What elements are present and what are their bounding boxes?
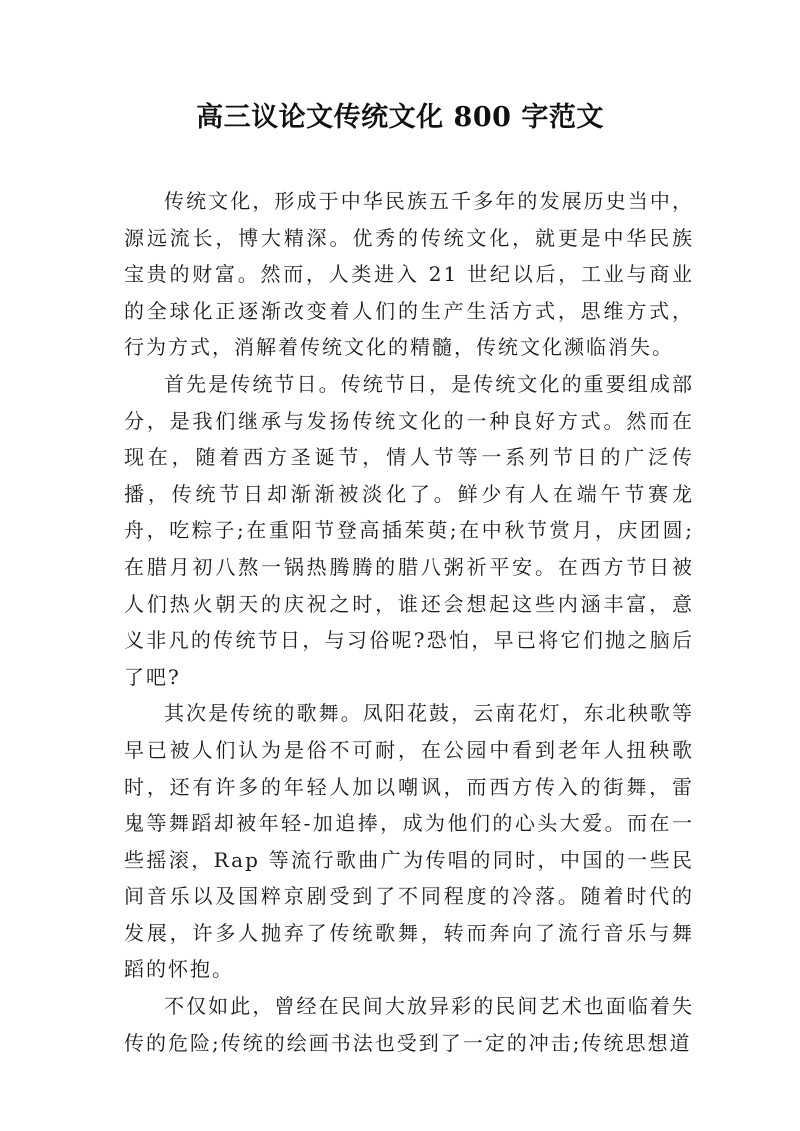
document-body — [124, 183, 694, 1061]
paragraph-1: 传统文化，形成于中华民族五千多年的发展历史当中，源远流长，博大精深。优秀的传统文化，就更是中华民族宝贵的财富。然而，人类进入 21 世纪以后，工业与商业的全球化正逐渐改变着人们的生产生活方式，思维方式，行为方式，消解着传统文化的精髓，传统文化濒临消失。 — [124, 189, 694, 360]
paragraph-2: 首先是传统节日。传统节日，是传统文化的重要组成部分，是我们继承与发扬传统文化的一种良好方式。然而在现在，随着西方圣诞节，情人节等一系列节日的广泛传播，传统节日却渐渐被淡化了。鲜少有人在端午节赛龙舟，吃粽子;在重阳节登高插茱萸;在中秋节赏月，庆团圆;在腊月初八熬一锅热腾腾的腊八粥祈平安。在西方节日被人们热火朝天的庆祝之时，谁还会想起这些内涵丰富，意义非凡的传统节日，与习俗呢?恐怕，早已将它们抛之脑后了吧? — [124, 371, 694, 689]
paragraph-3: 其次是传统的歌舞。凤阳花鼓，云南花灯，东北秧歌等早已被人们认为是俗不可耐，在公园中看到老年人扭秧歌时，还有许多的年轻人加以嘲讽，而西方传入的街舞，雷鬼等舞蹈却被年轻-加追捧，成为他们的心头大爱。而在一些摇滚，Rap 等流行歌曲广为传唱的同时，中国的一些民间音乐以及国粹京剧受到了不同程度的冷落。随着时代的发展，许多人抛弃了传统歌舞，转而奔向了流行音乐与舞蹈的怀抱。 — [124, 701, 694, 982]
paragraph-4: 不仅如此，曾经在民间大放异彩的民间艺术也面临着失传的危险;传统的绘画书法也受到了一定的冲击;传统思想道 — [124, 994, 694, 1055]
document-title: 高三议论文传统文化 800 字范文 — [196, 102, 604, 133]
